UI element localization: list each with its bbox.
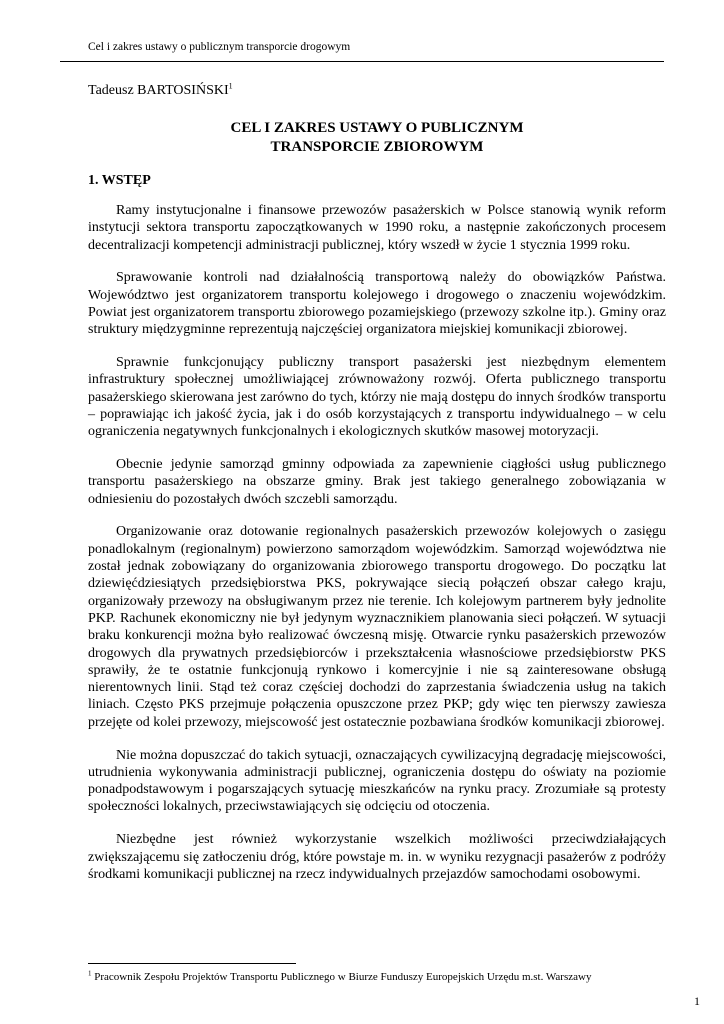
- author-footnote-mark: 1: [228, 81, 233, 91]
- paragraph: Sprawowanie kontroli nad działalnością transportową należy do obowiązków Państwa. Województwo jest organizatorem transportu kolejowego i drogowego o znaczeniu wojewódzkim. Powiat jest organizatorem transportu zbiorowego pozamiejskiego (przewozy szkolne itp.). Gminy oraz struktury międzygminne reprezentują najczęściej organizatora miejskiej komunikacji zbiorowej.: [88, 270, 666, 338]
- footnote-text: Pracownik Zespołu Projektów Transportu Publicznego w Biurze Funduszy Europejskich Urzędu m.st. Warszawy: [94, 971, 592, 983]
- footnote-mark: 1: [88, 969, 92, 978]
- paragraph: Obecnie jedynie samorząd gminny odpowiada za zapewnienie ciągłości usług publicznego transportu pasażerskiego na obszarze gminy. Brak jest takiego generalnego zobowiązania w odniesieniu do pozostałych dwóch szczebli samorządu.: [88, 457, 666, 507]
- footnote: [88, 971, 591, 983]
- paragraph: Organizowanie oraz dotowanie regionalnych pasażerskich przewozów kolejowych o zasięgu ponadlokalnym (regionalnym) powierzono samorządom wojewódzkim. Samorząd województwa nie został jednak zobowiązany do organizowania zbiorowego transportu drogowego. Do początku lat dziewięćdziesiątych przedsiębiorstwa PKS, pokrywające siecią połączeń obszar całego kraju, organizowały przewozy na obsługiwanym przez nie terenie. Ich kolejowym partnerem były jednolite PKP. Rachunek ekonomiczny nie był jedynym wyznacznikiem planowania sieci połączeń. W sytuacji braku konkurencji można było realizować ówczesną misję. Otwarcie rynku pasażerskich przewozów drogowych dla prywatnych przedsiębiorców i przekształcenia własnościowe przedsiębiorstw PKS sprawiły, że te ostatnie funkcjonują rynkowo i komercyjnie i nie są zainteresowane obsługą nierentownych linii. Stąd też coraz częściej dochodzi do zaprzestania świadczenia usług na takich liniach. Często PKS przejmuje połączenia opuszczone przez PKP; gdy więc ten pierwszy zawiesza przejęte od kolei przewozy, miejscowość jest ostatecznie pozbawiana środków komunikacji zbiorowej.: [88, 524, 666, 730]
- paragraph: Sprawnie funkcjonujący publiczny transport pasażerski jest niezbędnym elementem infrastruktury społecznej umożliwiającej zrównoważony rozwój. Oferta publicznego transportu pasażerskiego skierowana jest zarówno do tych, którzy nie mają dostępu do innych środków transportu – poprawiając ich jakość życia, jak i do osób korzystających z transportu indywidualnego – w celu ograniczenia negatywnych funkcjonalnych i ekologicznych skutków masowej motoryzacji.: [88, 355, 666, 440]
- page-number: 1: [694, 994, 700, 1008]
- running-header: Cel i zakres ustawy o publicznym transporcie drogowym: [88, 41, 351, 53]
- paragraph: Nie można dopuszczać do takich sytuacji, oznaczających cywilizacyjną degradację miejscowości, utrudnienia wykonywania administracji publicznej, ograniczenia dostępu do oświaty na poziomie ponadpodstawowym i pogarszających sytuację mieszkańców na rynku pracy. Zrozumiałe są protesty społeczności lokalnych, przeciwstawiających się odcięciu od otoczenia.: [88, 747, 666, 815]
- paragraph: Niezbędne jest również wykorzystanie wszelkich możliwości przeciwdziałających zwiększającemu się zatłoczeniu dróg, które powstaje m. in. w wyniku rezygnacji pasażerów z podróży środkami komunikacji publicznej na rzecz indywidualnych przejazdów samochodami osobowymi.: [88, 832, 666, 882]
- body-text: [88, 202, 666, 899]
- title-line-1: CEL I ZAKRES USTAWY O PUBLICZNYM: [230, 120, 524, 136]
- paragraph: Ramy instytucjonalne i finansowe przewozów pasażerskich w Polsce stanowią wynik reform instytucji sektora transportu zapoczątkowanych w 1990 roku, a następnie zakończonych procesem decentralizacji kompetencji administracji publicznej, który wszedł w życie 1 stycznia 1999 roku.: [88, 203, 666, 253]
- author-name: Tadeusz BARTOSIŃSKI: [88, 83, 229, 98]
- section-heading: 1. WSTĘP: [88, 173, 151, 188]
- author-line: [88, 83, 233, 99]
- header-rule: [60, 61, 664, 62]
- title-line-2: TRANSPORCIE ZBIOROWYM: [270, 139, 484, 155]
- paper-title: [88, 119, 666, 157]
- footnote-rule: [88, 963, 296, 964]
